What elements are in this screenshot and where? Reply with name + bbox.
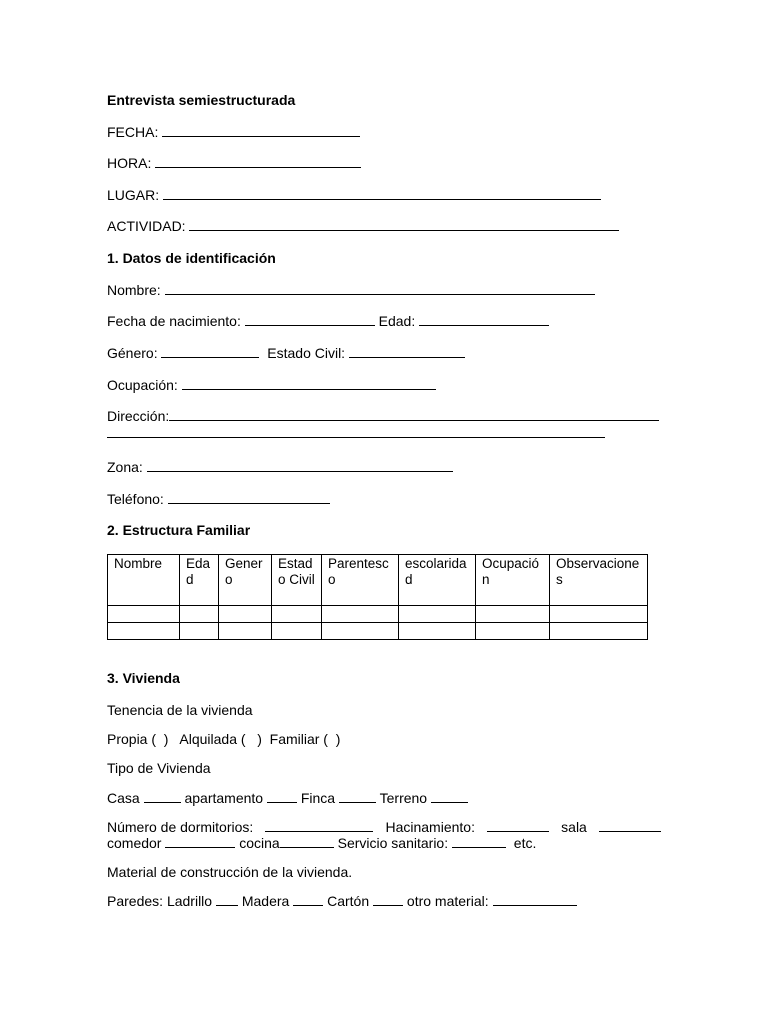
otro-material-blank[interactable] xyxy=(493,893,577,906)
ocupacion-blank[interactable] xyxy=(182,377,436,390)
col-edad: Edad xyxy=(180,555,219,606)
material-label: Material de construcción de la vivienda. xyxy=(107,864,353,880)
zona-line xyxy=(107,459,453,475)
lugar-label: LUGAR: xyxy=(107,187,160,203)
hora-label: HORA: xyxy=(107,155,152,171)
terreno-blank[interactable] xyxy=(431,790,468,803)
ladrillo-blank[interactable] xyxy=(216,893,238,906)
table-cell[interactable] xyxy=(272,623,322,640)
table-cell[interactable] xyxy=(219,623,272,640)
table-cell[interactable] xyxy=(550,606,648,623)
fecha-blank[interactable] xyxy=(162,124,360,137)
sala-label: sala xyxy=(561,819,587,835)
table-cell[interactable] xyxy=(219,606,272,623)
cocina-label: cocina xyxy=(239,835,280,851)
carton-label: Cartón xyxy=(327,893,370,909)
table-cell[interactable] xyxy=(180,623,219,640)
direccion-blank-2[interactable] xyxy=(107,425,605,438)
comedor-line xyxy=(107,835,536,851)
tipo-options xyxy=(107,790,468,806)
casa-blank[interactable] xyxy=(144,790,181,803)
apartamento-blank[interactable] xyxy=(267,790,297,803)
genero-label: Género: xyxy=(107,345,158,361)
edad-blank[interactable] xyxy=(419,313,549,326)
edad-label: Edad: xyxy=(378,313,416,329)
lugar-line xyxy=(107,187,601,203)
col-nombre: Nombre xyxy=(108,555,180,606)
col-genero: Genero xyxy=(219,555,272,606)
terreno-label: Terreno xyxy=(379,790,428,806)
comedor-blank[interactable] xyxy=(165,835,235,848)
madera-blank[interactable] xyxy=(293,893,323,906)
alquilada-option[interactable]: Alquilada ( ) xyxy=(179,731,262,747)
genero-blank[interactable] xyxy=(161,345,259,358)
familiar-option[interactable]: Familiar ( ) xyxy=(269,731,341,747)
nombre-label: Nombre: xyxy=(107,282,161,298)
zona-label: Zona: xyxy=(107,459,143,475)
section1-heading: 1. Datos de identificación xyxy=(107,250,276,266)
table-row xyxy=(108,606,648,623)
ocupacion-line xyxy=(107,377,436,393)
apartamento-label: apartamento xyxy=(184,790,264,806)
servicio-label: Servicio sanitario: xyxy=(337,835,449,851)
tenencia-options xyxy=(107,731,340,747)
paredes-label: Paredes: xyxy=(107,893,164,909)
fecha-label: FECHA: xyxy=(107,124,159,140)
col-ocupacion: Ocupación xyxy=(476,555,550,606)
table-cell[interactable] xyxy=(399,606,476,623)
table-cell[interactable] xyxy=(322,606,399,623)
finca-label: Finca xyxy=(300,790,336,806)
estado-civil-blank[interactable] xyxy=(349,345,465,358)
table-cell[interactable] xyxy=(108,606,180,623)
table-cell[interactable] xyxy=(180,606,219,623)
nombre-blank[interactable] xyxy=(165,282,595,295)
tipo-label: Tipo de Vivienda xyxy=(107,760,211,776)
section2-heading: 2. Estructura Familiar xyxy=(107,522,251,538)
table-cell[interactable] xyxy=(272,606,322,623)
servicio-blank[interactable] xyxy=(452,835,506,848)
table-cell[interactable] xyxy=(322,623,399,640)
comedor-label: comedor xyxy=(107,835,162,851)
table-header-row xyxy=(108,555,648,606)
telefono-blank[interactable] xyxy=(168,491,330,504)
otro-material-label: otro material: xyxy=(406,893,489,909)
col-escolaridad: escolaridad xyxy=(399,555,476,606)
table-cell[interactable] xyxy=(108,623,180,640)
nombre-line xyxy=(107,282,595,298)
table-cell[interactable] xyxy=(476,623,550,640)
finca-blank[interactable] xyxy=(339,790,376,803)
col-observaciones: Observaciones xyxy=(550,555,648,606)
col-estado-civil: Estado Civil xyxy=(272,555,322,606)
telefono-line xyxy=(107,491,330,507)
ocupacion-label: Ocupación: xyxy=(107,377,178,393)
paredes-line xyxy=(107,893,577,909)
genero-line xyxy=(107,345,465,361)
dormitorios-paragraph xyxy=(107,819,661,835)
document-title: Entrevista semiestructurada xyxy=(107,92,296,108)
hacinamiento-blank[interactable] xyxy=(487,819,549,832)
cocina-blank[interactable] xyxy=(280,835,334,848)
table-cell[interactable] xyxy=(550,623,648,640)
etc-label: etc. xyxy=(513,835,537,851)
lugar-blank[interactable] xyxy=(163,187,601,200)
col-parentesco: Parentesco xyxy=(322,555,399,606)
section3-heading: 3. Vivienda xyxy=(107,670,180,686)
actividad-line xyxy=(107,218,619,234)
dormitorios-blank[interactable] xyxy=(265,819,373,832)
propia-option[interactable]: Propia ( ) xyxy=(107,731,169,747)
fecha-line xyxy=(107,124,360,140)
casa-label: Casa xyxy=(107,790,140,806)
telefono-label: Teléfono: xyxy=(107,491,164,507)
direccion-label: Dirección: xyxy=(107,408,170,424)
zona-blank[interactable] xyxy=(147,459,453,472)
table-row xyxy=(108,623,648,640)
dormitorios-label: Número de dormitorios: xyxy=(107,819,254,835)
table-cell[interactable] xyxy=(476,606,550,623)
hora-blank[interactable] xyxy=(155,155,361,168)
hacinamiento-label: Hacinamiento: xyxy=(385,819,475,835)
direccion-line xyxy=(107,408,659,424)
sala-blank[interactable] xyxy=(599,819,661,832)
actividad-label: ACTIVIDAD: xyxy=(107,218,186,234)
ladrillo-label: Ladrillo xyxy=(166,893,213,909)
fecha-nacimiento-blank[interactable] xyxy=(245,313,375,326)
fecha-nacimiento-label: Fecha de nacimiento: xyxy=(107,313,241,329)
hora-line xyxy=(107,155,361,171)
direccion-blank[interactable] xyxy=(169,408,659,421)
actividad-blank[interactable] xyxy=(189,218,619,231)
estado-civil-label: Estado Civil: xyxy=(267,345,346,361)
tenencia-label: Tenencia de la vivienda xyxy=(107,702,253,718)
nacimiento-line xyxy=(107,313,549,329)
family-table xyxy=(107,554,648,640)
dormitorios-row xyxy=(107,819,661,835)
table-cell[interactable] xyxy=(399,623,476,640)
direccion-line-2 xyxy=(107,425,605,441)
madera-label: Madera xyxy=(241,893,290,909)
carton-blank[interactable] xyxy=(373,893,403,906)
